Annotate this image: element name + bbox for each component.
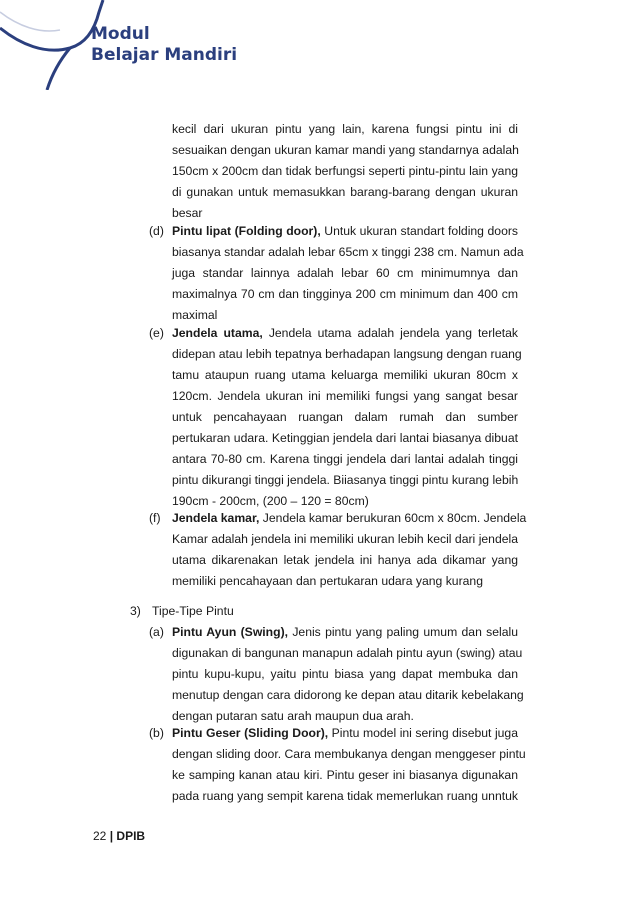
list-item-first-line: [172, 223, 518, 239]
list-text: Untuk ukuran standart folding doors: [320, 224, 518, 238]
body-line: menutup dengan cara didorong ke depan atau ditarik kebelakang: [172, 688, 524, 702]
body-line: di gunakan untuk memasukkan barang-barang dengan ukuran: [172, 185, 518, 199]
body-line: pintu dikurangi tinggi jendela. Biiasanya tinggi pintu kurang lebih: [172, 473, 519, 487]
list-item-first-line: [172, 725, 518, 741]
page-number: 22: [93, 829, 107, 843]
list-marker: (b): [149, 726, 164, 740]
term: Jendela kamar,: [172, 511, 260, 525]
body-line: tamu ataupun ruang utama keluarga memiliki ukuran 80cm x: [172, 368, 518, 382]
body-line: 150cm x 200cm dan tidak berfungsi seperti pintu-pintu lain yang: [172, 164, 518, 178]
module-brand: [91, 24, 237, 66]
body-line: juga standar lainnya adalah lebar 60 cm minimumnya dan: [172, 266, 518, 280]
list-item-first-line: [172, 325, 518, 341]
body-line: maximal: [172, 308, 218, 322]
body-line: maximalnya 70 cm dan tingginya 200 cm minimum dan 400 cm: [172, 287, 518, 301]
body-line: biasanya standar adalah lebar 65cm x tinggi 238 cm. Namun ada: [172, 245, 524, 259]
page-footer: [93, 828, 145, 844]
brand-line-1: Modul: [91, 24, 150, 44]
body-line: besar: [172, 206, 203, 220]
body-line: 120cm. Jendela ukuran ini memiliki fungsi yang sangat besar: [172, 389, 518, 403]
body-line: dengan putaran satu arah maupun dua arah.: [172, 709, 414, 723]
list-item-first-line: [172, 510, 527, 526]
term: Pintu Geser (Sliding Door),: [172, 726, 329, 740]
footer-label: DPIB: [116, 829, 146, 843]
body-line: digunakan di bangunan manapun adalah pintu ayun (swing) atau: [172, 646, 523, 660]
body-line: didepan atau lebih tepatnya berhadapan langsung dengan ruang: [172, 347, 522, 361]
list-marker: (e): [149, 326, 164, 340]
section-title: Tipe-Tipe Pintu: [152, 604, 234, 618]
body-line: 190cm - 200cm, (200 – 120 = 80cm): [172, 494, 369, 508]
body-line: utama dikarenakan letak jendela ini hanya ada dikamar yang: [172, 553, 518, 567]
list-item-first-line: [172, 624, 518, 640]
body-line: Kamar adalah jendela ini memiliki ukuran lebih kecil dari jendela: [172, 532, 518, 546]
list-marker: (f): [149, 511, 161, 525]
list-text: Jenis pintu yang paling umum dan selalu: [288, 625, 518, 639]
list-text: Jendela utama adalah jendela yang terletak: [262, 326, 519, 340]
body-line: dengan sliding door. Cara membukanya dengan menggeser pintu: [172, 747, 526, 761]
body-line: kecil dari ukuran pintu yang lain, karena fungsi pintu ini di: [172, 122, 518, 136]
body-line: pertukaran udara. Ketinggian jendela dari lantai biasanya dibuat: [172, 431, 518, 445]
term: Jendela utama,: [172, 326, 263, 340]
brand-line-2: Belajar Mandiri: [91, 45, 238, 65]
body-line: antara 70-80 cm. Karena tinggi jendela dari lantai adalah tinggi: [172, 452, 518, 466]
body-line: pada ruang yang sempit karena tidak memerlukan ruang unntuk: [172, 789, 518, 803]
body-line: untuk pencahayaan ruangan dalam rumah dan sumber: [172, 410, 518, 424]
list-text: Pintu model ini sering disebut juga: [328, 726, 518, 740]
list-text: Jendela kamar berukuran 60cm x 80cm. Jendela: [259, 511, 527, 525]
body-line: pintu kupu-kupu, yaitu pintu biasa yang dapat membuka dan: [172, 667, 518, 681]
footer-separator: |: [109, 829, 114, 843]
body-line: ke samping kanan atau kiri. Pintu geser ini biasanya digunakan: [172, 768, 518, 782]
body-line: sesuaikan dengan ukuran kamar mandi yang standarnya adalah: [172, 143, 519, 157]
term: Pintu lipat (Folding door),: [172, 224, 321, 238]
term: Pintu Ayun (Swing),: [172, 625, 289, 639]
list-marker: (d): [149, 224, 164, 238]
body-line: memiliki pencahayaan dan pertukaran udara yang kurang: [172, 574, 483, 588]
section-marker: 3): [130, 604, 141, 618]
list-marker: (a): [149, 625, 164, 639]
